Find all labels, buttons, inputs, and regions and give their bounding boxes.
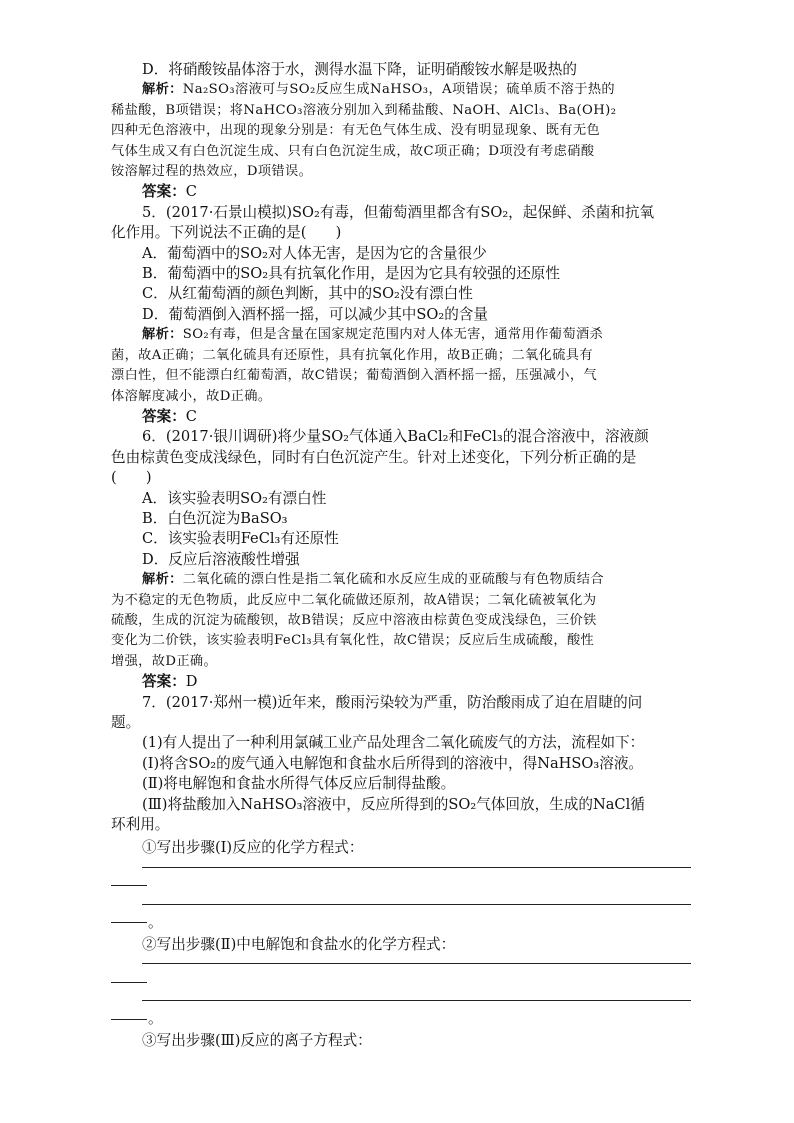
q5-option-c: C．从红葡萄酒的颜色判断，其中的SO₂没有漂白性 <box>142 285 473 303</box>
q6-stem-line-2: 色由棕黄色变成浅绿色，同时有白色沉淀产生。针对上述变化，下列分析正确的是 <box>111 448 637 466</box>
period: 。 <box>148 1010 163 1028</box>
q5-option-a: A．葡萄酒中的SO₂对人体无害，是因为它的含量很少 <box>142 244 487 262</box>
answer-blank-line[interactable] <box>111 992 685 1009</box>
period: 。 <box>148 913 163 931</box>
q6-analysis-line-3: 硫酸，生成的沉淀为硫酸钡，故B错误；反应中溶液由棕黄色变成浅绿色，三价铁 <box>111 612 597 628</box>
q5-analysis-label: 解析： <box>142 327 183 343</box>
q5-answer <box>111 407 685 427</box>
q4-option-d: D．将硝酸铵晶体溶于水，测得水温下降，证明硝酸铵水解是吸热的 <box>142 61 577 78</box>
document-page <box>111 56 685 1052</box>
q4-analysis-line-5: 铵溶解过程的热效应，D项错误。 <box>111 164 313 180</box>
q7-sub3-prompt: ③写出步骤(Ⅲ)反应的离子方程式： <box>142 1032 372 1050</box>
q4-answer <box>111 182 685 202</box>
q4-analysis-line-2: 稀盐酸，B项错误；将NaHCO₃溶液分别加入到稀盐酸、NaOH、AlCl₃、Ba(OH)₂ <box>111 102 617 118</box>
q4-analysis-line-1 <box>111 80 685 100</box>
q6-analysis-line-5: 增强，故D正确。 <box>111 653 218 669</box>
q6-option-d: D．反应后溶液酸性增强 <box>142 550 300 568</box>
answer-blank-short-rule <box>111 885 147 886</box>
q7-sub1-prompt: ①写出步骤(Ⅰ)反应的化学方程式： <box>142 839 364 857</box>
q4-answer-label: 答案： <box>142 183 186 201</box>
q6-option-c: C．该实验表明FeCl₃有还原性 <box>142 530 339 548</box>
q6-analysis-line-1 <box>111 570 685 590</box>
answer-blank-short-rule <box>111 982 147 983</box>
q5-answer-value: C <box>185 407 197 425</box>
q5-option-d: D．葡萄酒倒入酒杯摇一摇，可以减少其中SO₂的含量 <box>142 305 488 323</box>
answer-blank-short-end[interactable] <box>111 1009 685 1029</box>
q5-analysis-line-3: 漂白性，但不能漂白红葡萄酒，故C错误；葡萄酒倒入酒杯摇一摇，压强减小，气 <box>111 368 598 384</box>
q5-answer-label: 答案： <box>142 407 186 425</box>
q7-step-3-line-1: (Ⅲ)将盐酸加入NaHSO₃溶液中，反应所得到的SO₂气体回放，生成的NaCl循 <box>142 795 645 813</box>
q6-answer-value: D <box>185 673 198 691</box>
q4-analysis-line-4: 气体生成又有白色沉淀生成、只有白色沉淀生成，故C项正确；D项没有考虑硝酸 <box>111 143 595 159</box>
q5-analysis-line-4: 体溶解度减小，故D正确。 <box>111 388 272 404</box>
q6-answer-label: 答案： <box>142 673 186 691</box>
q6-option-a: A．该实验表明SO₂有漂白性 <box>142 489 327 507</box>
q5-stem-line-2: 化作用。下列说法不正确的是( ) <box>111 224 342 242</box>
answer-blank-rule <box>142 904 691 905</box>
answer-blank-short-rule <box>111 922 147 923</box>
q7-step-2: (Ⅱ)将电解饱和食盐水所得气体反应后制得盐酸。 <box>142 775 456 793</box>
q5-option-b: B．葡萄酒中的SO₂具有抗氧化作用，是因为它具有较强的还原性 <box>142 265 560 283</box>
q6-analysis-line-4: 变化为二价铁，该实验表明FeCl₃具有氧化性，故C错误；反应后生成硫酸，酸性 <box>111 633 595 649</box>
q5-analysis-text: SO₂有毒，但是含量在国家规定范围内对人体无害，通常用作葡萄酒杀 <box>182 327 604 343</box>
answer-blank-short-rule <box>111 1019 147 1020</box>
q4-analysis-label: 解析： <box>142 82 183 98</box>
q6-stem-line-1: 6．(2017·银川调研)将少量SO₂气体通入BaCl₂和FeCl₃的混合溶液中，溶液颜 <box>142 428 649 446</box>
q4-analysis-line-3: 四种无色溶液中，出现的现象分别是：有无色气体生成、没有明显现象、既有无色 <box>111 123 601 139</box>
answer-blank-rule <box>142 1000 691 1001</box>
q7-part1-intro: (1)有人提出了一种利用氯碱工业产品处理含二氧化硫废气的方法，流程如下： <box>142 734 645 752</box>
answer-blank-line[interactable] <box>111 859 685 876</box>
q7-step-1: (Ⅰ)将含SO₂的废气通入电解饱和食盐水后所得到的溶液中，得NaHSO₃溶液。 <box>142 754 644 772</box>
answer-blank-rule <box>142 963 691 964</box>
q7-stem-line-1: 7．(2017·郑州一模)近年来，酸雨污染较为严重，防治酸雨成了迫在眉睫的问 <box>142 693 643 711</box>
q4-analysis-text: Na₂SO₃溶液可与SO₂反应生成NaHSO₃，A项错误；硫单质不溶于热的 <box>182 82 616 98</box>
answer-blank-short[interactable] <box>111 972 685 992</box>
q4-answer-value: C <box>185 183 197 201</box>
q6-analysis-label: 解析： <box>142 572 183 588</box>
q7-stem-line-2: 题。 <box>111 714 141 731</box>
q5-stem-line-1: 5．(2017·石景山模拟)SO₂有毒，但葡萄酒里都含有SO₂，起保鲜、杀菌和抗氧 <box>142 203 655 221</box>
q6-analysis-text: 二氧化硫的漂白性是指二氧化硫和水反应生成的亚硫酸与有色物质结合 <box>182 572 604 588</box>
q6-option-b: B．白色沉淀为BaSO₃ <box>142 509 288 527</box>
q6-analysis-line-2: 为不稳定的无色物质，此反应中二氧化硫做还原剂，故A错误；二氧化硫被氧化为 <box>111 592 597 608</box>
answer-blank-short-end[interactable] <box>111 913 685 933</box>
answer-blank-line[interactable] <box>111 896 685 913</box>
q5-analysis-line-2: 菌，故A正确；二氧化硫具有还原性，具有抗氧化作用，故B正确；二氧化硫具有 <box>111 347 593 363</box>
answer-blank-line[interactable] <box>111 955 685 972</box>
q5-analysis-line-1 <box>111 325 685 345</box>
answer-blank-rule <box>142 867 691 868</box>
q7-sub2-prompt: ②写出步骤(Ⅱ)中电解饱和食盐水的化学方程式： <box>142 935 456 953</box>
answer-blank-short[interactable] <box>111 876 685 896</box>
q6-answer <box>111 672 685 692</box>
q6-stem-line-3: ( ) <box>111 469 152 487</box>
q7-step-3-line-2: 环利用。 <box>111 816 170 834</box>
